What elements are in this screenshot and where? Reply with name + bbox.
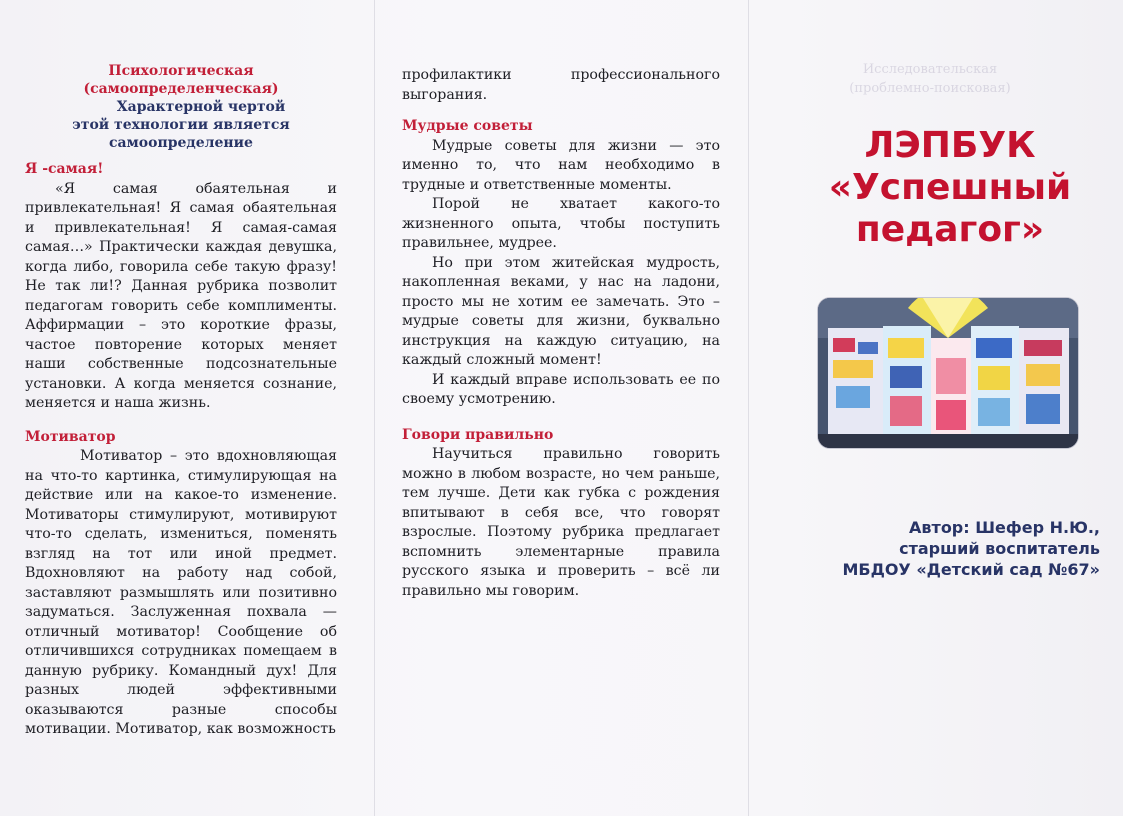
heading-technology-sub: (самоопределенческая) [83, 81, 279, 97]
fold-line-1 [374, 0, 375, 816]
section-title-motivator: Мотиватор [25, 428, 116, 445]
cover-title-line-3: педагог» [855, 209, 1045, 250]
author-block [790, 517, 1100, 580]
lapbook-photo [818, 298, 1078, 448]
paragraph-wise-advice-1: Мудрые советы для жизни — это именно то, что нам необходимо в трудные и ответственные моменты. [402, 137, 720, 193]
paragraph-ya-samaya: «Я самая обаятельная и привлекательная! Я самая обаятельная и привлекательная! Я самая-самая самая…» Практически каждая девушка, когда либо, говорила себе такую фразу! Не так ли!? Данная рубрика позволит педагогам говорить себе комплименты. Аффирмации – это короткие фразы, частое повторение которых меняет наши собственные подсознательные установки. А когда меняется сознание, меняется и наша жизнь. [25, 180, 337, 411]
section-title-ya-samaya: Я -самая! [25, 161, 104, 177]
paragraph-speak-correctly: Научиться правильно говорить можно в любом возрасте, но чем раньше, тем лучше. Дети как губка с рождения впитывают в себя все, что говорят взрослые. Поэтому рубрика предлагает вспомнить элементарные правила русского языка и проверить – всё ли правильно мы говорим. [402, 446, 720, 599]
author-organization: МБДОУ «Детский сад №67» [842, 560, 1100, 579]
paragraph-continuation: профилактики профессионального выгорания. [402, 67, 720, 103]
paragraph-wise-advice-3: Но при этом житейская мудрость, накопленная веками, у нас на ладони, просто мы не хотим ее замечать. Это – мудрые советы для жизни, буквально инструкция на каждую ситуацию, на каждый сложный момент! [402, 254, 720, 368]
cover-title-line-1: ЛЭПБУК [864, 125, 1036, 166]
bleed-through-right [775, 60, 1085, 98]
paragraph-motivator: Мотиватор – это вдохновляющая на что-то картинка, стимулирующая на действие или на какое-то изменение. Мотиваторы стимулируют, мотивируют что-то сделать, измениться, поменять взгляд на тот или иной предмет. Вдохновляют на работу над собой, заставляют размышлять или позитивно задуматься. Заслуженная похвала — отличный мотиватор! Сообщение об отличившихся сотрудниках помещаем в данную рубрику. Командный дух! Для разных людей эффективными оказываются разные способы мотивации. Мотиватор, как возможность [25, 448, 337, 737]
lapbook-photo-illustration [818, 298, 1078, 448]
heading-feature-2: этой технологии является [72, 117, 290, 133]
ghost-line: (проблемно-поисковая) [849, 81, 1011, 96]
author-name: Автор: Шефер Н.Ю., [909, 518, 1100, 537]
section-title-wise-advice: Мудрые советы [402, 118, 533, 134]
heading-technology: Психологическая [108, 63, 254, 79]
left-panel [25, 62, 337, 740]
section-title-speak-correctly: Говори правильно [402, 426, 554, 443]
author-position: старший воспитатель [899, 539, 1100, 558]
middle-panel [402, 66, 720, 601]
ghost-line: Исследовательская [862, 62, 998, 77]
paragraph-wise-advice-4: И каждый вправе использовать ее по своему усмотрению. [402, 371, 720, 407]
cover-title-line-2: «Успешный [828, 167, 1072, 208]
paragraph-wise-advice-2: Порой не хватает какого-то жизненного опыта, чтобы поступить правильнее, мудрее. [402, 196, 720, 251]
fold-line-2 [748, 0, 749, 816]
cover-title [800, 125, 1100, 251]
heading-feature-3: самоопределение [109, 135, 253, 151]
heading-feature: Характерной чертой [116, 99, 286, 115]
